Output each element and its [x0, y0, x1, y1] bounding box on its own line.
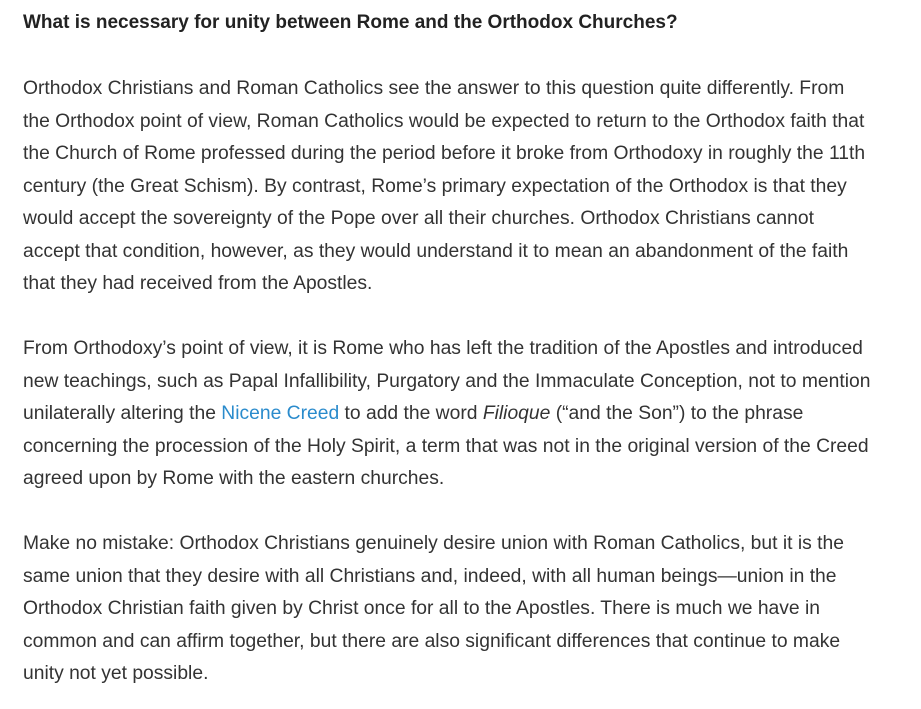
filioque-term: Filioque [482, 403, 551, 424]
article-body [23, 8, 873, 691]
nicene-creed-link[interactable]: Nicene Creed [221, 403, 340, 424]
paragraph-2-text-a: From Orthodoxy’s point of view, it is Rome who has left the tradition of the Apostles and introduced new teachings, such as Papal Infallibility, Purgatory and the Immaculate Conception, not to mention unilaterally altering the [23, 338, 871, 424]
paragraph-2-text-c: (“and the Son”) to the phrase concerning the procession of the Holy Spirit, a term that was not in the original version of the Creed agreed upon by Rome with the eastern churches. [23, 403, 869, 489]
paragraph-3: Make no mistake: Orthodox Christians genuinely desire union with Roman Catholics, but it is the same union that they desire with all Christians and, indeed, with all human beings—union in the Orthodox Christian faith given by Christ once for all to the Apostles. There is much we have in common and can affirm together, but there are also significant differences that continue to make unity not yet possible. [23, 533, 844, 684]
paragraph-2-text-b: to add the word [339, 403, 483, 424]
article-heading: What is necessary for unity between Rome and the Orthodox Churches? [23, 12, 678, 33]
paragraph-2 [23, 333, 873, 496]
paragraph-1: Orthodox Christians and Roman Catholics see the answer to this question quite differently. From the Orthodox point of view, Roman Catholics would be expected to return to the Orthodox faith that the Church of Rome professed during the period before it broke from Orthodoxy in roughly the 11th century (the Great Schism). By contrast, Rome’s primary expectation of the Orthodox is that they would accept the sovereignty of the Pope over all their churches. Orthodox Christians cannot accept that condition, however, as they would understand it to mean an abandonment of the faith that they had received from the Apostles. [23, 78, 866, 294]
